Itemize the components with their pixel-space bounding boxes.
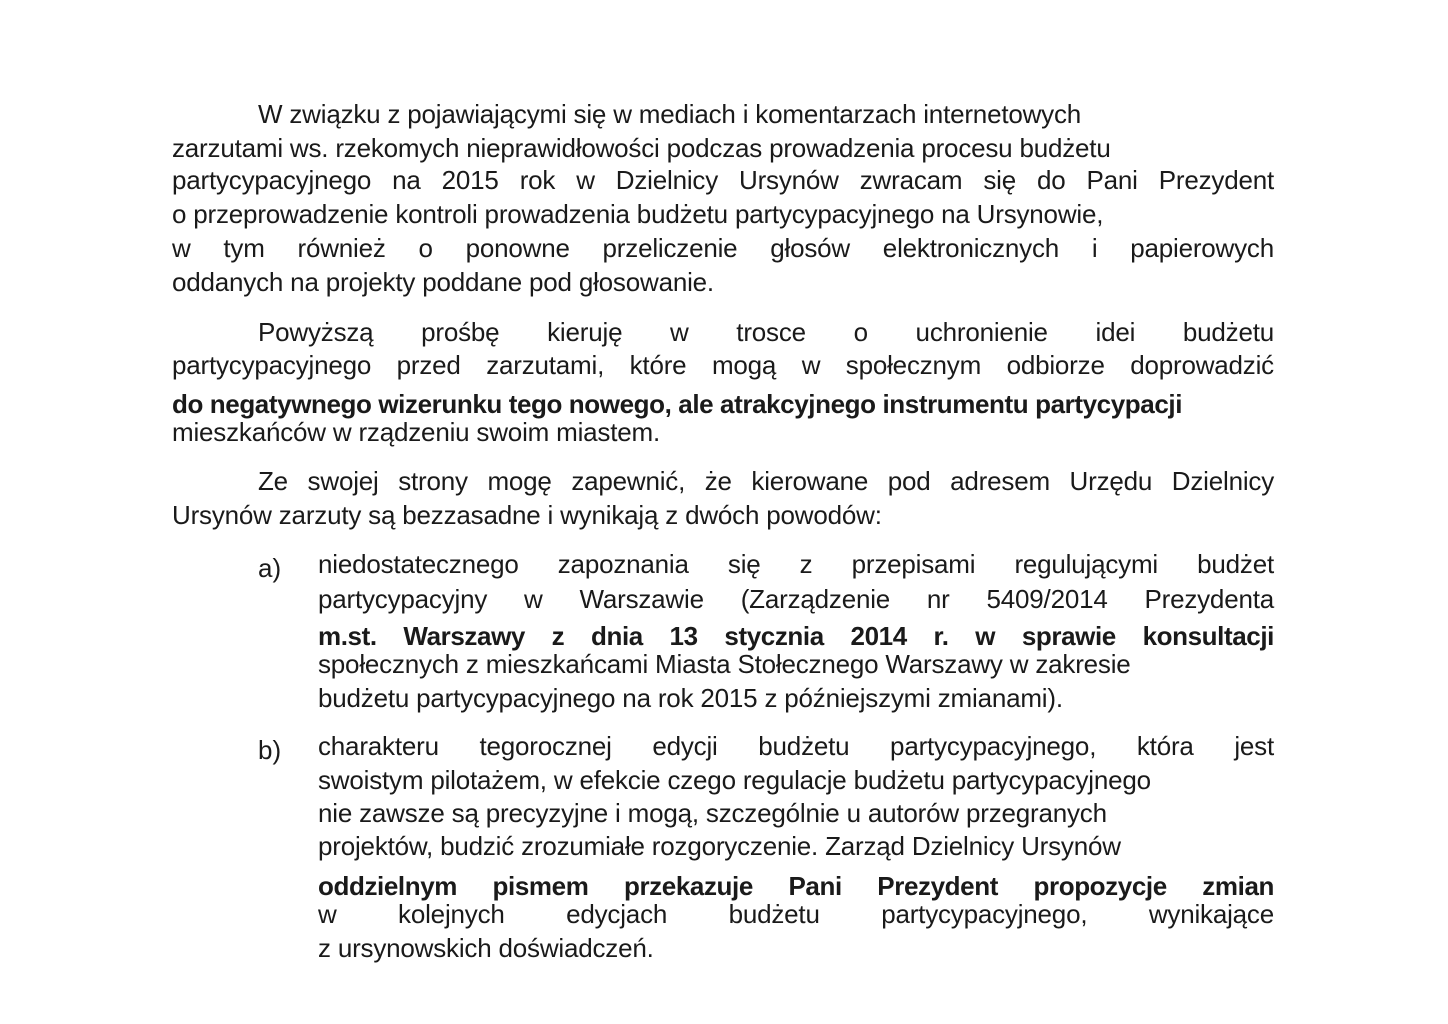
item-a-line-4: społecznych z mieszkańcami Miasta Stołecznego Warszawy w zakresie	[318, 649, 1131, 679]
item-b-marker: b)	[258, 735, 282, 765]
item-a-marker: a)	[258, 553, 282, 583]
item-b-line-4: projektów, budzić zrozumiałe rozgoryczenie. Zarząd Dzielnicy Ursynów	[318, 831, 1121, 861]
item-a-line-2: partycypacyjny w Warszawie (Zarządzenie nr 5409/2014 Prezydenta	[318, 584, 1274, 614]
item-b-line-3: nie zawsze są precyzyjne i mogą, szczególnie u autorów przegranych	[318, 798, 1107, 828]
item-b-line-7: z ursynowskich doświadczeń.	[318, 933, 654, 963]
item-b-line-2: swoistym pilotażem, w efekcie czego regulacje budżetu partycypacyjnego	[318, 765, 1151, 795]
item-b-line-6: w kolejnych edycjach budżetu partycypacyjnego, wynikające	[318, 899, 1274, 929]
p3-line-1: Ze swojej strony mogę zapewnić, że kierowane pod adresem Urzędu Dzielnicy	[258, 466, 1274, 496]
item-b-line-5: oddzielnym pismem przekazuje Pani Prezydent propozycje zmian	[318, 871, 1274, 901]
p2-line-3: do negatywnego wizerunku tego nowego, ale atrakcyjnego instrumentu partycypacji	[172, 389, 1183, 419]
item-a-line-3: m.st. Warszawy z dnia 13 stycznia 2014 r. w sprawie konsultacji	[318, 621, 1274, 651]
p1-line-1: W związku z pojawiającymi się w mediach i komentarzach internetowych	[258, 99, 1082, 129]
p3-line-2: Ursynów zarzuty są bezzasadne i wynikają z dwóch powodów:	[172, 500, 882, 530]
item-a-line-1: niedostatecznego zapoznania się z przepisami regulującymi budżet	[318, 549, 1274, 579]
item-b-line-1: charakteru tegorocznej edycji budżetu partycypacyjnego, która jest	[318, 731, 1274, 761]
p1-line-3: partycypacyjnego na 2015 rok w Dzielnicy Ursynów zwracam się do Pani Prezydent	[172, 165, 1274, 195]
p1-line-5: w tym również o ponowne przeliczenie głosów elektronicznych i papierowych	[172, 233, 1274, 263]
p2-line-1: Powyższą prośbę kieruję w trosce o uchronienie idei budżetu	[258, 317, 1274, 347]
p1-line-2: zarzutami ws. rzekomych nieprawidłowości podczas prowadzenia procesu budżetu	[172, 133, 1111, 163]
p1-line-4: o przeprowadzenie kontroli prowadzenia budżetu partycypacyjnego na Ursynowie,	[172, 199, 1104, 229]
p1-line-6: oddanych na projekty poddane pod głosowanie.	[172, 267, 714, 297]
item-a-line-5: budżetu partycypacyjnego na rok 2015 z późniejszymi zmianami).	[318, 683, 1063, 713]
p2-line-4: mieszkańców w rządzeniu swoim miastem.	[172, 417, 660, 447]
p2-line-2: partycypacyjnego przed zarzutami, które mogą w społecznym odbiorze doprowadzić	[172, 350, 1274, 380]
